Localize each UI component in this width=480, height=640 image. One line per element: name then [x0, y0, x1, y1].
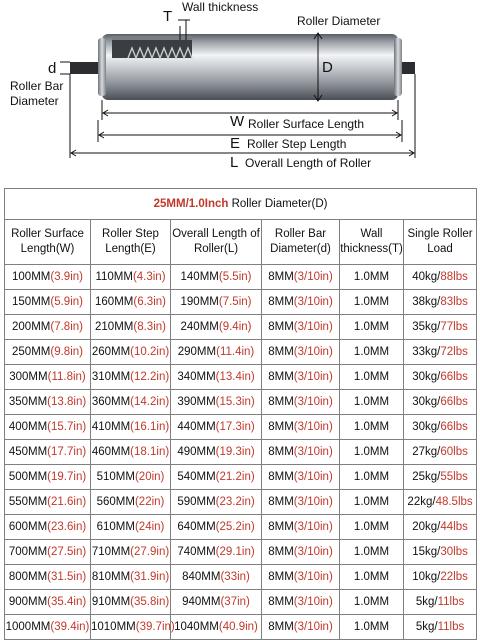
imperial-value: (29.1in) [215, 546, 255, 558]
imperial-value: (16.1in) [130, 421, 170, 433]
metric-value: 8MM [268, 521, 294, 533]
metric-value: 290MM [177, 346, 217, 358]
imperial-value: 60lbs [440, 446, 468, 458]
imperial-value: (31.9in) [130, 571, 170, 583]
imperial-value: (19.3in) [215, 446, 255, 458]
metric-value: 1.0MM [353, 446, 390, 458]
imperial-value: (3/10in) [293, 546, 333, 558]
imperial-value: (24in) [134, 521, 165, 533]
metric-value: 940MM [182, 596, 221, 608]
cell-wall-thickness [340, 340, 404, 365]
bar-diameter-label-line1: Roller Bar [10, 79, 64, 93]
imperial-value: 66lbs [440, 396, 468, 408]
roller-diameter-label: Roller Diameter [297, 14, 381, 28]
table-row [5, 565, 477, 590]
cell-load [404, 540, 477, 565]
cell-bar-diameter [262, 365, 340, 390]
cell-bar-diameter [262, 315, 340, 340]
imperial-value: (13.8in) [47, 396, 87, 408]
imperial-value: (35.4in) [47, 596, 87, 608]
metric-value: 8MM [268, 346, 294, 358]
metric-value: 25kg/ [412, 471, 441, 483]
cell-wall-thickness [340, 390, 404, 415]
cell-wall-thickness [340, 465, 404, 490]
metric-value: 5kg/ [415, 596, 438, 608]
imperial-value: (14.2in) [130, 396, 170, 408]
cell-load [404, 565, 477, 590]
cell-wall-thickness [340, 415, 404, 440]
cell-bar-diameter [262, 540, 340, 565]
metric-value: 8MM [268, 421, 294, 433]
cell-step-length [91, 615, 175, 640]
metric-value: 8MM [268, 446, 294, 458]
imperial-value: (18.1in) [130, 446, 170, 458]
metric-value: 510MM [96, 471, 135, 483]
metric-value: 800MM [8, 571, 48, 583]
table-row [5, 490, 477, 515]
imperial-value: (3/10in) [293, 271, 333, 283]
metric-value: 1010MM [91, 621, 136, 633]
cell-load [404, 365, 477, 390]
cell-overall-length [171, 515, 262, 540]
cell-surface-length [5, 340, 91, 365]
cell-wall-thickness [340, 440, 404, 465]
cell-step-length [91, 365, 171, 390]
cell-load [404, 315, 477, 340]
metric-value: 310MM [91, 371, 131, 383]
metric-value: 8MM [268, 621, 294, 633]
metric-value: 1.0MM [353, 396, 390, 408]
cell-surface-length [5, 290, 91, 315]
cell-bar-diameter [262, 565, 340, 590]
table-row [5, 440, 477, 465]
metric-value: 190MM [180, 296, 219, 308]
metric-value: 590MM [177, 496, 216, 508]
imperial-value: (3/10in) [293, 521, 333, 533]
metric-value: 240MM [180, 321, 219, 333]
imperial-value: (3.9in) [50, 271, 83, 283]
cell-load [404, 415, 477, 440]
metric-value: 8MM [268, 321, 294, 333]
cell-overall-length [171, 415, 262, 440]
cell-step-length [91, 565, 171, 590]
metric-value: 640MM [177, 521, 216, 533]
cell-surface-length [5, 265, 91, 290]
imperial-value: (10.2in) [130, 346, 170, 358]
bar-diameter-label-line2: Diameter [10, 94, 59, 108]
imperial-value: 66lbs [440, 421, 468, 433]
cell-load [404, 440, 477, 465]
metric-value: 30kg/ [412, 396, 441, 408]
metric-value: 1.0MM [353, 321, 390, 333]
metric-value: 490MM [177, 446, 216, 458]
right-end-cap [394, 38, 402, 96]
cell-overall-length [171, 615, 262, 640]
cell-surface-length [5, 415, 91, 440]
imperial-value: (5.5in) [218, 271, 252, 283]
table-title-rest: Roller Diameter(D) [228, 198, 328, 210]
metric-value: 1.0MM [353, 371, 390, 383]
imperial-value: (15.3in) [215, 396, 255, 408]
metric-value: 200MM [12, 321, 51, 333]
metric-value: 8MM [268, 371, 294, 383]
imperial-value: (6.3in) [133, 296, 166, 308]
metric-value: 810MM [91, 571, 131, 583]
imperial-value: (19.7in) [47, 471, 87, 483]
metric-value: 1040MM [174, 621, 219, 633]
metric-value: 600MM [8, 521, 48, 533]
imperial-value: 48.5lbs [435, 496, 473, 508]
imperial-value: (3/10in) [293, 596, 333, 608]
imperial-value: 72lbs [440, 346, 468, 358]
metric-value: 15kg/ [412, 546, 441, 558]
metric-value: 1.0MM [353, 421, 390, 433]
metric-value: 8MM [268, 296, 294, 308]
cell-overall-length [171, 440, 262, 465]
overall-length-label: Overall Length of Roller [245, 156, 372, 170]
table-row [5, 515, 477, 540]
cell-overall-length [171, 340, 262, 365]
metric-value: 1.0MM [353, 571, 390, 583]
metric-value: 5kg/ [415, 621, 438, 633]
imperial-value: (40.9in) [218, 621, 258, 633]
cell-surface-length [5, 615, 91, 640]
imperial-value: (20in) [134, 471, 165, 483]
table-row [5, 340, 477, 365]
imperial-value: (9.8in) [50, 346, 83, 358]
table-header-row [5, 220, 477, 265]
cell-overall-length [171, 590, 262, 615]
imperial-value: (37in) [220, 596, 250, 608]
table-title [5, 189, 477, 220]
imperial-value: 77lbs [440, 321, 468, 333]
imperial-value: 11lbs [437, 621, 465, 633]
imperial-value: (25.2in) [215, 521, 255, 533]
header-single-roller-load: Single Roller Load [404, 220, 477, 265]
cell-wall-thickness [340, 565, 404, 590]
cell-wall-thickness [340, 615, 404, 640]
header-wall-thickness: Wall thickness(T) [340, 220, 404, 265]
imperial-value: 55lbs [440, 471, 468, 483]
metric-value: 1000MM [5, 621, 51, 633]
cell-wall-thickness [340, 290, 404, 315]
spec-table [4, 188, 477, 640]
imperial-value: 88lbs [440, 271, 468, 283]
header-overall-length: Overall Length of Roller(L) [171, 220, 262, 265]
imperial-value: (5.9in) [50, 296, 83, 308]
imperial-value: (11.4in) [216, 346, 255, 358]
imperial-value: (3/10in) [293, 396, 333, 408]
imperial-value: 22lbs [440, 571, 468, 583]
imperial-value: 66lbs [440, 371, 468, 383]
metric-value: 150MM [12, 296, 51, 308]
cell-bar-diameter [262, 440, 340, 465]
imperial-value: 30lbs [440, 546, 468, 558]
metric-value: 1.0MM [353, 346, 390, 358]
cell-bar-diameter [262, 390, 340, 415]
metric-value: 40kg/ [412, 271, 441, 283]
cell-overall-length [171, 465, 262, 490]
cell-step-length [91, 390, 171, 415]
cell-step-length [91, 490, 171, 515]
table-row [5, 290, 477, 315]
metric-value: 390MM [177, 396, 216, 408]
metric-value: 30kg/ [412, 371, 441, 383]
cell-overall-length [171, 365, 262, 390]
imperial-value: (21.6in) [47, 496, 87, 508]
metric-value: 410MM [91, 421, 131, 433]
cell-load [404, 490, 477, 515]
metric-value: 340MM [177, 371, 216, 383]
cell-step-length [91, 415, 171, 440]
cell-overall-length [171, 315, 262, 340]
cell-overall-length [171, 490, 262, 515]
imperial-value: (3/10in) [293, 346, 333, 358]
metric-value: 140MM [180, 271, 219, 283]
imperial-value: (3/10in) [293, 296, 333, 308]
metric-value: 33kg/ [412, 346, 441, 358]
table-row [5, 590, 477, 615]
cell-overall-length [171, 290, 262, 315]
imperial-value: (27.9in) [130, 546, 170, 558]
cell-step-length [91, 290, 171, 315]
imperial-value: (13.4in) [215, 371, 255, 383]
cell-surface-length [5, 365, 91, 390]
metric-value: 400MM [8, 421, 48, 433]
metric-value: 560MM [96, 496, 135, 508]
metric-value: 1.0MM [353, 296, 390, 308]
metric-value: 540MM [177, 471, 216, 483]
imperial-value: (3/10in) [293, 471, 333, 483]
imperial-value: (3/10in) [293, 321, 333, 333]
imperial-value: (17.7in) [47, 446, 87, 458]
cell-bar-diameter [262, 590, 340, 615]
metric-value: 700MM [8, 546, 48, 558]
metric-value: 840MM [182, 571, 221, 583]
imperial-value: 83lbs [440, 296, 468, 308]
metric-value: 110MM [95, 271, 133, 283]
imperial-value: (22in) [134, 496, 165, 508]
metric-value: 300MM [9, 371, 48, 383]
metric-value: 460MM [91, 446, 131, 458]
metric-value: 1.0MM [353, 546, 390, 558]
metric-value: 20kg/ [412, 521, 441, 533]
left-end-cap [98, 38, 106, 96]
metric-value: 8MM [268, 571, 294, 583]
imperial-value: (39.4in) [50, 621, 90, 633]
imperial-value: (15.7in) [47, 421, 87, 433]
cell-load [404, 390, 477, 415]
cell-bar-diameter [262, 465, 340, 490]
cell-load [404, 515, 477, 540]
cell-overall-length [171, 540, 262, 565]
cell-wall-thickness [340, 540, 404, 565]
metric-value: 1.0MM [353, 496, 390, 508]
metric-value: 260MM [91, 346, 131, 358]
cell-bar-diameter [262, 340, 340, 365]
imperial-value: (35.8in) [130, 596, 170, 608]
cell-wall-thickness [340, 490, 404, 515]
cell-surface-length [5, 565, 91, 590]
metric-value: 8MM [268, 396, 294, 408]
cell-step-length [91, 315, 171, 340]
metric-value: 910MM [91, 596, 131, 608]
metric-value: 22kg/ [407, 496, 436, 508]
metric-value: 450MM [8, 446, 48, 458]
imperial-value: (3/10in) [293, 496, 333, 508]
imperial-value: (17.3in) [215, 421, 255, 433]
surface-length-label: Roller Surface Length [248, 117, 365, 131]
table-row [5, 315, 477, 340]
roller-dimension-diagram [0, 0, 480, 185]
header-surface-length: Roller Surface Length(W) [5, 220, 91, 265]
metric-value: 38kg/ [412, 296, 441, 308]
cell-surface-length [5, 315, 91, 340]
cell-step-length [91, 340, 171, 365]
cell-load [404, 290, 477, 315]
imperial-value: (4.3in) [132, 271, 166, 283]
table-row [5, 365, 477, 390]
cell-bar-diameter [262, 490, 340, 515]
wall-thickness-letter: T [163, 8, 173, 25]
imperial-value: (23.2in) [215, 496, 255, 508]
table-row [5, 265, 477, 290]
imperial-value: (3/10in) [293, 446, 333, 458]
cell-surface-length [5, 590, 91, 615]
cell-bar-diameter [262, 515, 340, 540]
cell-surface-length [5, 440, 91, 465]
cell-bar-diameter [262, 615, 340, 640]
metric-value: 35kg/ [412, 321, 441, 333]
imperial-value: (3/10in) [293, 421, 333, 433]
imperial-value: (8.3in) [133, 321, 166, 333]
metric-value: 100MM [12, 271, 51, 283]
cell-wall-thickness [340, 365, 404, 390]
metric-value: 250MM [12, 346, 51, 358]
step-length-letter: E [230, 135, 241, 152]
metric-value: 360MM [91, 396, 131, 408]
imperial-value: (7.5in) [218, 296, 252, 308]
imperial-value: (3/10in) [293, 571, 333, 583]
table-row [5, 415, 477, 440]
metric-value: 8MM [268, 596, 294, 608]
imperial-value: (3/10in) [293, 621, 333, 633]
metric-value: 1.0MM [353, 621, 390, 633]
cell-overall-length [171, 390, 262, 415]
cell-step-length [91, 515, 171, 540]
metric-value: 610MM [96, 521, 135, 533]
metric-value: 210MM [95, 321, 134, 333]
imperial-value: (33in) [220, 571, 250, 583]
table-title-row [5, 189, 477, 220]
cell-bar-diameter [262, 265, 340, 290]
imperial-value: (7.8in) [50, 321, 83, 333]
imperial-value: (39.7in) [135, 621, 175, 633]
table-title-highlight: 25MM/1.0Inch [153, 198, 229, 210]
cell-step-length [91, 440, 171, 465]
surface-length-letter: W [230, 113, 245, 130]
cell-step-length [91, 590, 171, 615]
cell-step-length [91, 540, 171, 565]
imperial-value: (12.2in) [130, 371, 170, 383]
cell-surface-length [5, 465, 91, 490]
bar-diameter-letter: d [48, 60, 57, 77]
imperial-value: 11lbs [437, 596, 465, 608]
cell-overall-length [171, 565, 262, 590]
cell-bar-diameter [262, 415, 340, 440]
metric-value: 30kg/ [412, 421, 441, 433]
metric-value: 1.0MM [353, 521, 390, 533]
cell-surface-length [5, 515, 91, 540]
cell-surface-length [5, 540, 91, 565]
metric-value: 8MM [268, 496, 294, 508]
cell-load [404, 465, 477, 490]
cell-surface-length [5, 490, 91, 515]
metric-value: 550MM [8, 496, 48, 508]
metric-value: 350MM [8, 396, 48, 408]
cell-load [404, 265, 477, 290]
cell-wall-thickness [340, 590, 404, 615]
table-row [5, 465, 477, 490]
imperial-value: (21.2in) [215, 471, 255, 483]
imperial-value: (31.5in) [47, 571, 87, 583]
metric-value: 160MM [95, 296, 134, 308]
cell-bar-diameter [262, 290, 340, 315]
imperial-value: (23.6in) [47, 521, 87, 533]
metric-value: 500MM [8, 471, 48, 483]
metric-value: 8MM [268, 271, 294, 283]
imperial-value: (9.4in) [218, 321, 252, 333]
wall-thickness-label: Wall thickness [182, 0, 259, 14]
metric-value: 8MM [268, 471, 294, 483]
cell-load [404, 590, 477, 615]
metric-value: 740MM [177, 546, 216, 558]
header-bar-diameter: Roller Bar Diameter(d) [262, 220, 340, 265]
cell-surface-length [5, 390, 91, 415]
metric-value: 440MM [177, 421, 216, 433]
metric-value: 27kg/ [412, 446, 441, 458]
imperial-value: (3/10in) [293, 371, 333, 383]
metric-value: 1.0MM [353, 471, 390, 483]
cell-wall-thickness [340, 515, 404, 540]
metric-value: 8MM [268, 546, 294, 558]
metric-value: 710MM [91, 546, 131, 558]
cell-overall-length [171, 265, 262, 290]
metric-value: 1.0MM [353, 596, 390, 608]
imperial-value: 44lbs [440, 521, 468, 533]
cell-wall-thickness [340, 315, 404, 340]
cell-step-length [91, 465, 171, 490]
cell-load [404, 615, 477, 640]
roller-diameter-letter: D [322, 59, 333, 76]
cell-wall-thickness [340, 265, 404, 290]
cell-load [404, 340, 477, 365]
imperial-value: (11.8in) [47, 371, 86, 383]
metric-value: 10kg/ [412, 571, 441, 583]
cell-step-length [91, 265, 171, 290]
metric-value: 900MM [8, 596, 48, 608]
table-row [5, 615, 477, 640]
table-row [5, 540, 477, 565]
metric-value: 1.0MM [353, 271, 390, 283]
header-step-length: Roller Step Length(E) [91, 220, 171, 265]
step-length-label: Roller Step Length [247, 137, 347, 151]
table-row [5, 390, 477, 415]
imperial-value: (27.5in) [47, 546, 87, 558]
overall-length-letter: L [230, 154, 239, 171]
